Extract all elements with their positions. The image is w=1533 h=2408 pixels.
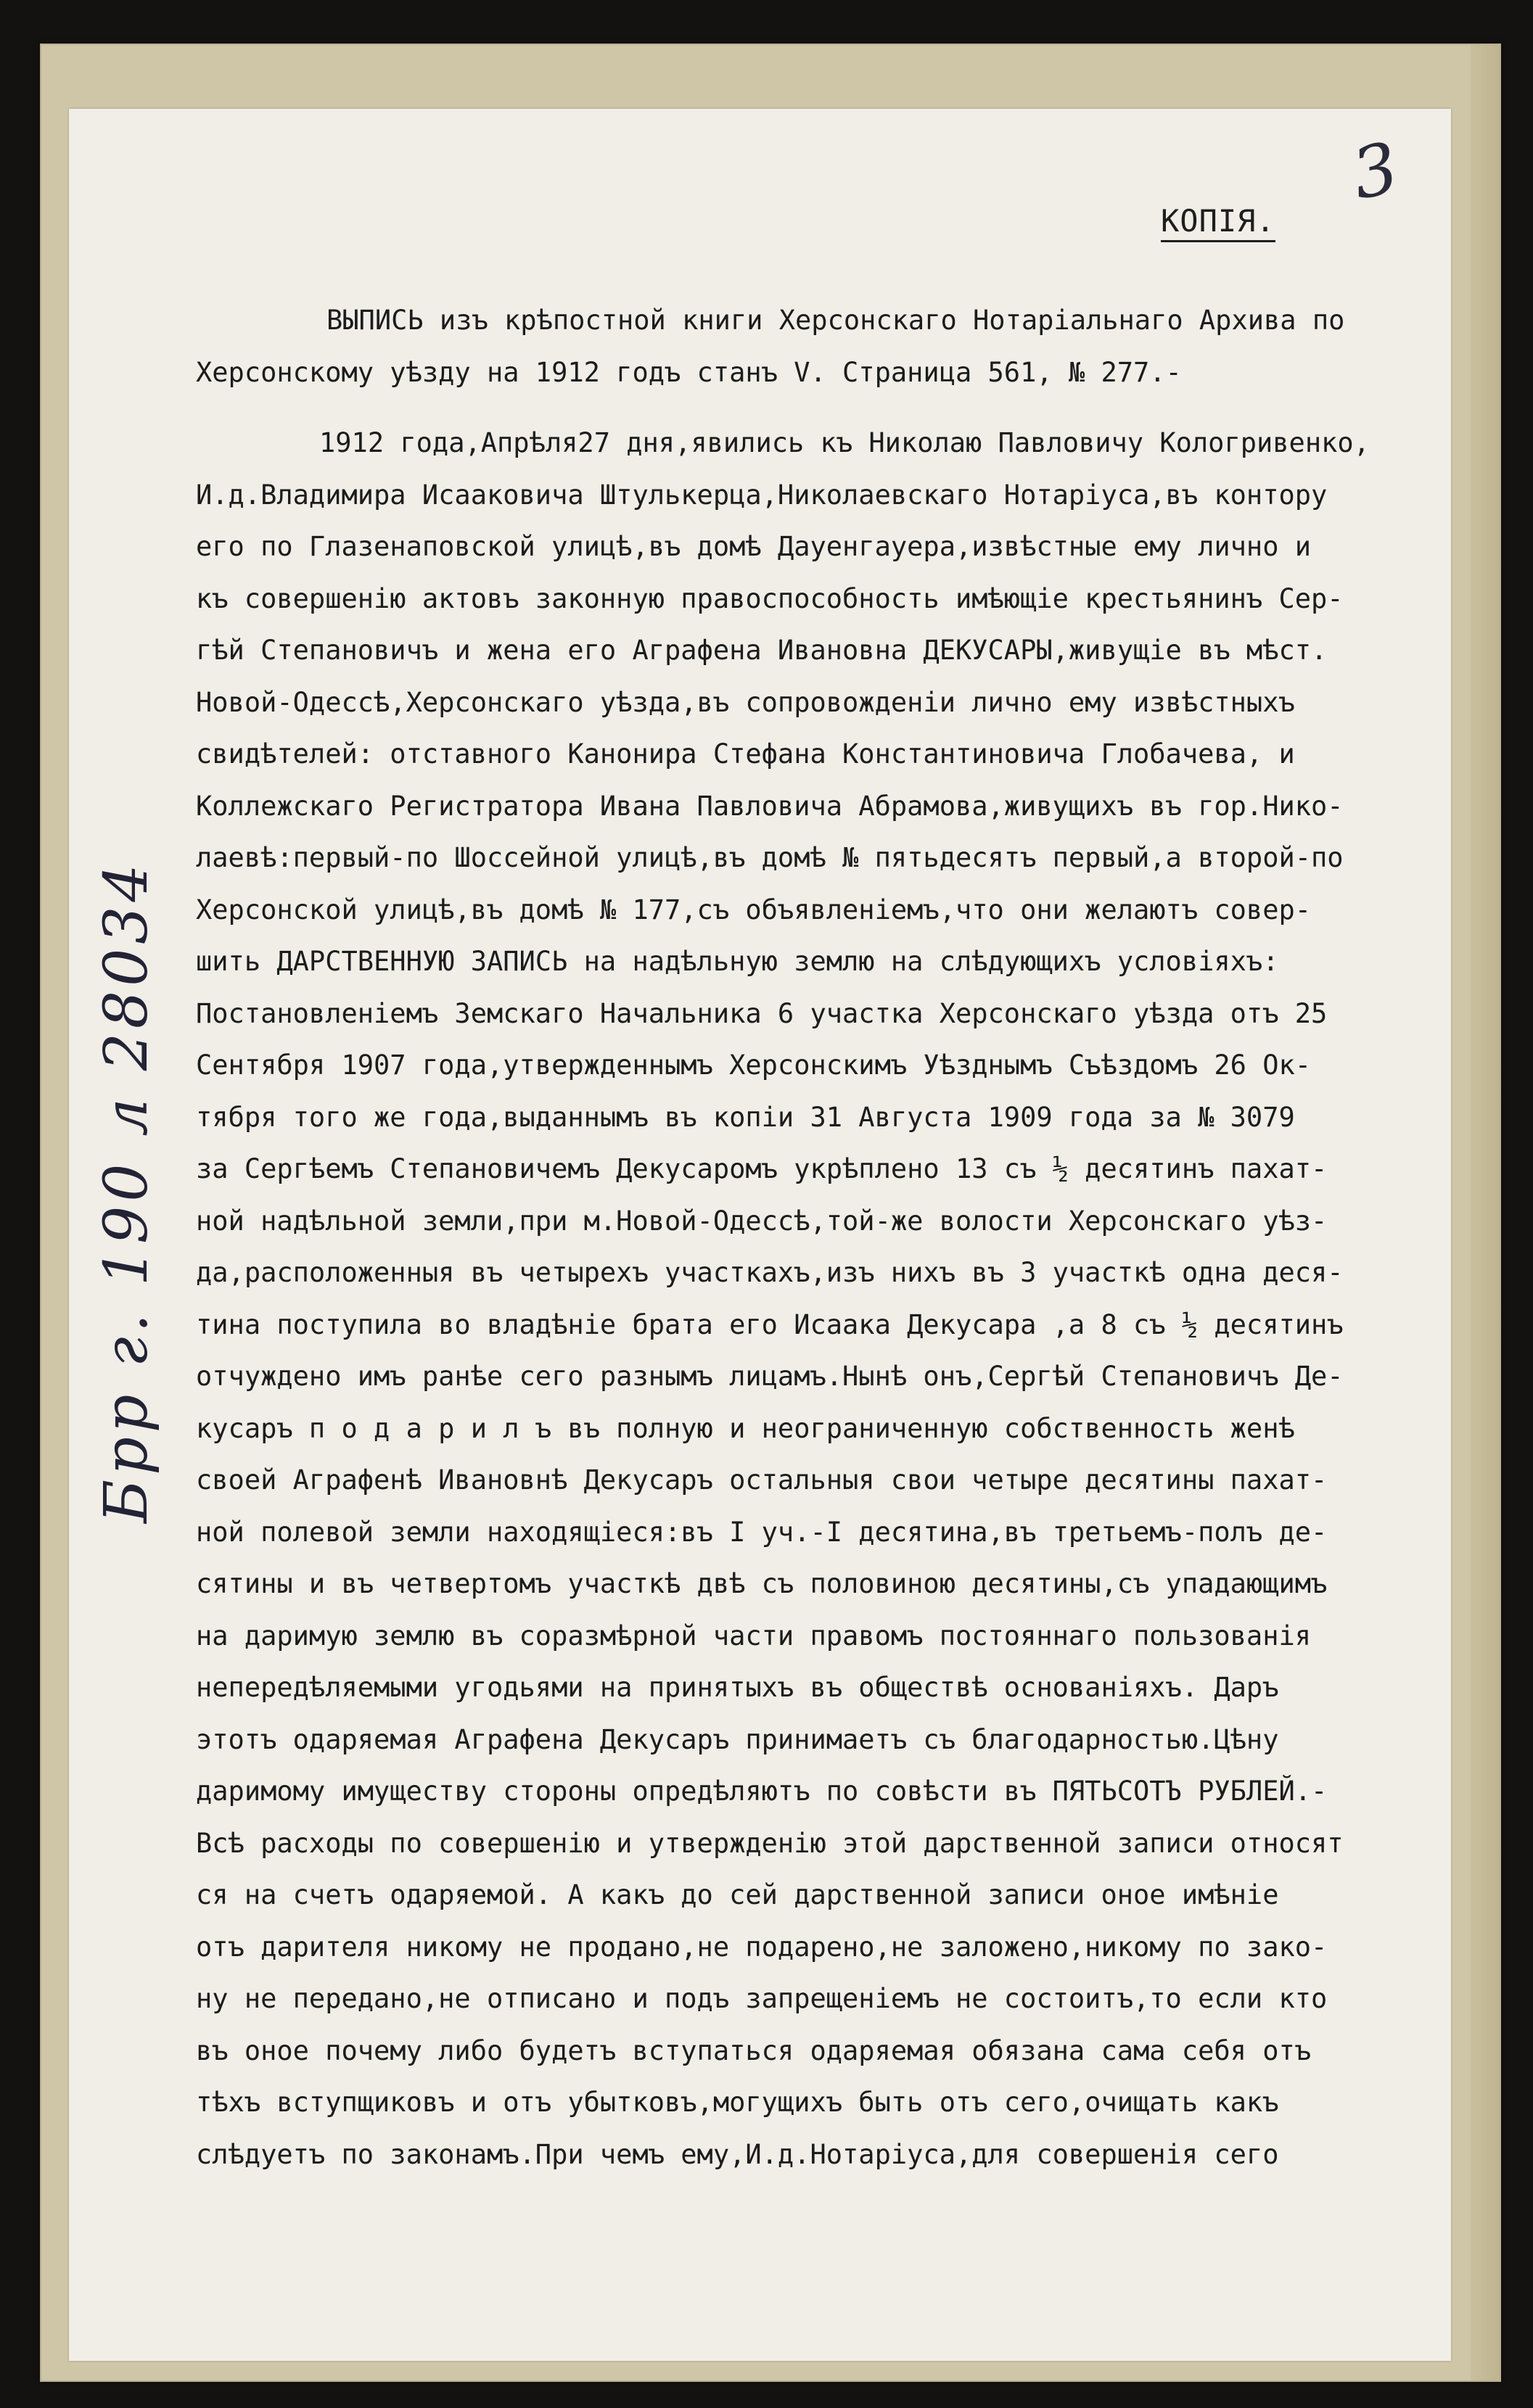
text-line: Всѣ расходы по совершенiю и утвержденiю этой дарственной записи относят [196, 1827, 1344, 1859]
text-line: кусаръ п о д а р и л ъ въ полную и неограниченную собственность женѣ [196, 1412, 1295, 1444]
text-line: къ совершенiю актовъ законную правоспособность имѣющiе крестьянинъ Сер- [196, 582, 1344, 614]
text-line: въ оное почему либо будетъ вступаться одаряемая обязана сама себя отъ [196, 2034, 1312, 2066]
document-heading: КОПIЯ. [1161, 203, 1275, 242]
text-line: Постановленiемъ Земскаго Начальника 6 участка Херсонскаго уѣзда отъ 25 [196, 997, 1328, 1029]
page-number: 3 [1345, 126, 1406, 216]
text-line: Херсонскому уѣзду на 1912 годъ станъ V. Страница 561, № 277.- [196, 356, 1182, 388]
text-line: лаевѣ:первый-по Шоссейной улицѣ,въ домѣ № пятьдесятъ первый,а второй-по [196, 842, 1344, 873]
text-line: Херсонской улицѣ,въ домѣ № 177,съ объявленiемъ,что они желаютъ совер- [196, 894, 1312, 925]
text-line: слѣдуетъ по законамъ.При чемъ ему,И.д.Нотарiуса,для совершенiя сего [196, 2138, 1279, 2170]
handwritten-margin-note: Брр г. 190 л 28034 [92, 859, 161, 1523]
text-line: Сентября 1907 года,утвержденнымъ Херсонскимъ Уѣзднымъ Съѣздомъ 26 Ок- [196, 1050, 1312, 1081]
text-line: даримому имуществу стороны опредѣляютъ по совѣсти въ ПЯТЬСОТЪ РУБЛЕЙ.- [196, 1776, 1328, 1807]
text-line: сятины и въ четвертомъ участкѣ двѣ съ половиною десятины,съ упадающимъ [196, 1568, 1328, 1599]
text-line: ВЫПИСЬ изъ крѣпостной книги Херсонскаго Нотарiальнаго Архива по [326, 305, 1345, 336]
text-line: ной полевой земли находящiеся:въ I уч.-I десятина,въ третьемъ-полъ де- [196, 1516, 1328, 1548]
text-line: шить ДАРСТВЕННУЮ ЗАПИСЬ на надѣльную землю на слѣдующихъ условiяхъ: [196, 946, 1279, 977]
text-line: И.д.Владимира Исааковича Штулькерца,Николаевскаго Нотарiуса,въ контору [196, 479, 1328, 511]
text-line: тѣхъ вступщиковъ и отъ убытковъ,могущихъ быть отъ сего,очищать какъ [196, 2087, 1279, 2118]
document-page [69, 109, 1451, 2361]
text-line: отчуждено имъ ранѣе сего разнымъ лицамъ.Нынѣ онъ,Сергѣй Степановичъ Де- [196, 1361, 1344, 1392]
text-line: да,расположенныя въ четырехъ участкахъ,изъ нихъ въ 3 участкѣ одна деся- [196, 1257, 1344, 1288]
text-line: Коллежскаго Регистратора Ивана Павловича Абрамова,живущихъ въ гор.Нико- [196, 790, 1344, 822]
text-line: своей Аграфенѣ Ивановнѣ Декусаръ остальныя свои четыре десятины пахат- [196, 1464, 1328, 1496]
text-line: ну не передано,не отписано и подъ запрещенiемъ не состоитъ,то если кто [196, 1983, 1328, 2014]
text-line: непередѣляемыми угодьями на принятыхъ въ обществѣ основанiяхъ. Даръ [196, 1672, 1279, 1703]
text-line: этотъ одаряемая Аграфена Декусаръ принимаетъ съ благодарностью.Цѣну [196, 1723, 1279, 1755]
text-line: за Сергѣемъ Степановичемъ Декусаромъ укрѣплено 13 съ ½ десятинъ пахат- [196, 1153, 1328, 1184]
text-line: ной надѣльной земли,при м.Новой-Одессѣ,той-же волости Херсонскаго уѣз- [196, 1205, 1328, 1237]
text-line: тина поступила во владѣнiе брата его Исаака Декусара ,а 8 съ ½ десятинъ [196, 1308, 1344, 1340]
text-line: свидѣтелей: отставного Канонира Стефана Константиновича Глобачева, и [196, 738, 1295, 770]
text-line: Новой-Одессѣ,Херсонскаго уѣзда,въ сопровожденiи лично ему извѣстныхъ [196, 686, 1295, 718]
text-line: 1912 года,Апрѣля27 дня,явились къ Николаю Павловичу Кологривенко, [319, 427, 1370, 458]
text-line: на даримую землю въ соразмѣрной части правомъ постояннаго пользованiя [196, 1620, 1312, 1652]
text-line: отъ дарителя никому не продано,не подарено,не заложено,никому по зако- [196, 1931, 1328, 1963]
text-line: ся на счетъ одаряемой. А какъ до сей дарственной записи оное имѣнiе [196, 1879, 1279, 1910]
text-line: его по Глазенаповской улицѣ,въ домѣ Дауенгауера,извѣстные ему лично и [196, 531, 1312, 562]
text-line: тября того же года,выданнымъ въ копiи 31 Августа 1909 года за № 3079 [196, 1101, 1295, 1133]
text-line: гѣй Степановичъ и жена его Аграфена Ивановна ДЕКУСАРЫ,живущiе въ мѣст. [196, 635, 1328, 666]
